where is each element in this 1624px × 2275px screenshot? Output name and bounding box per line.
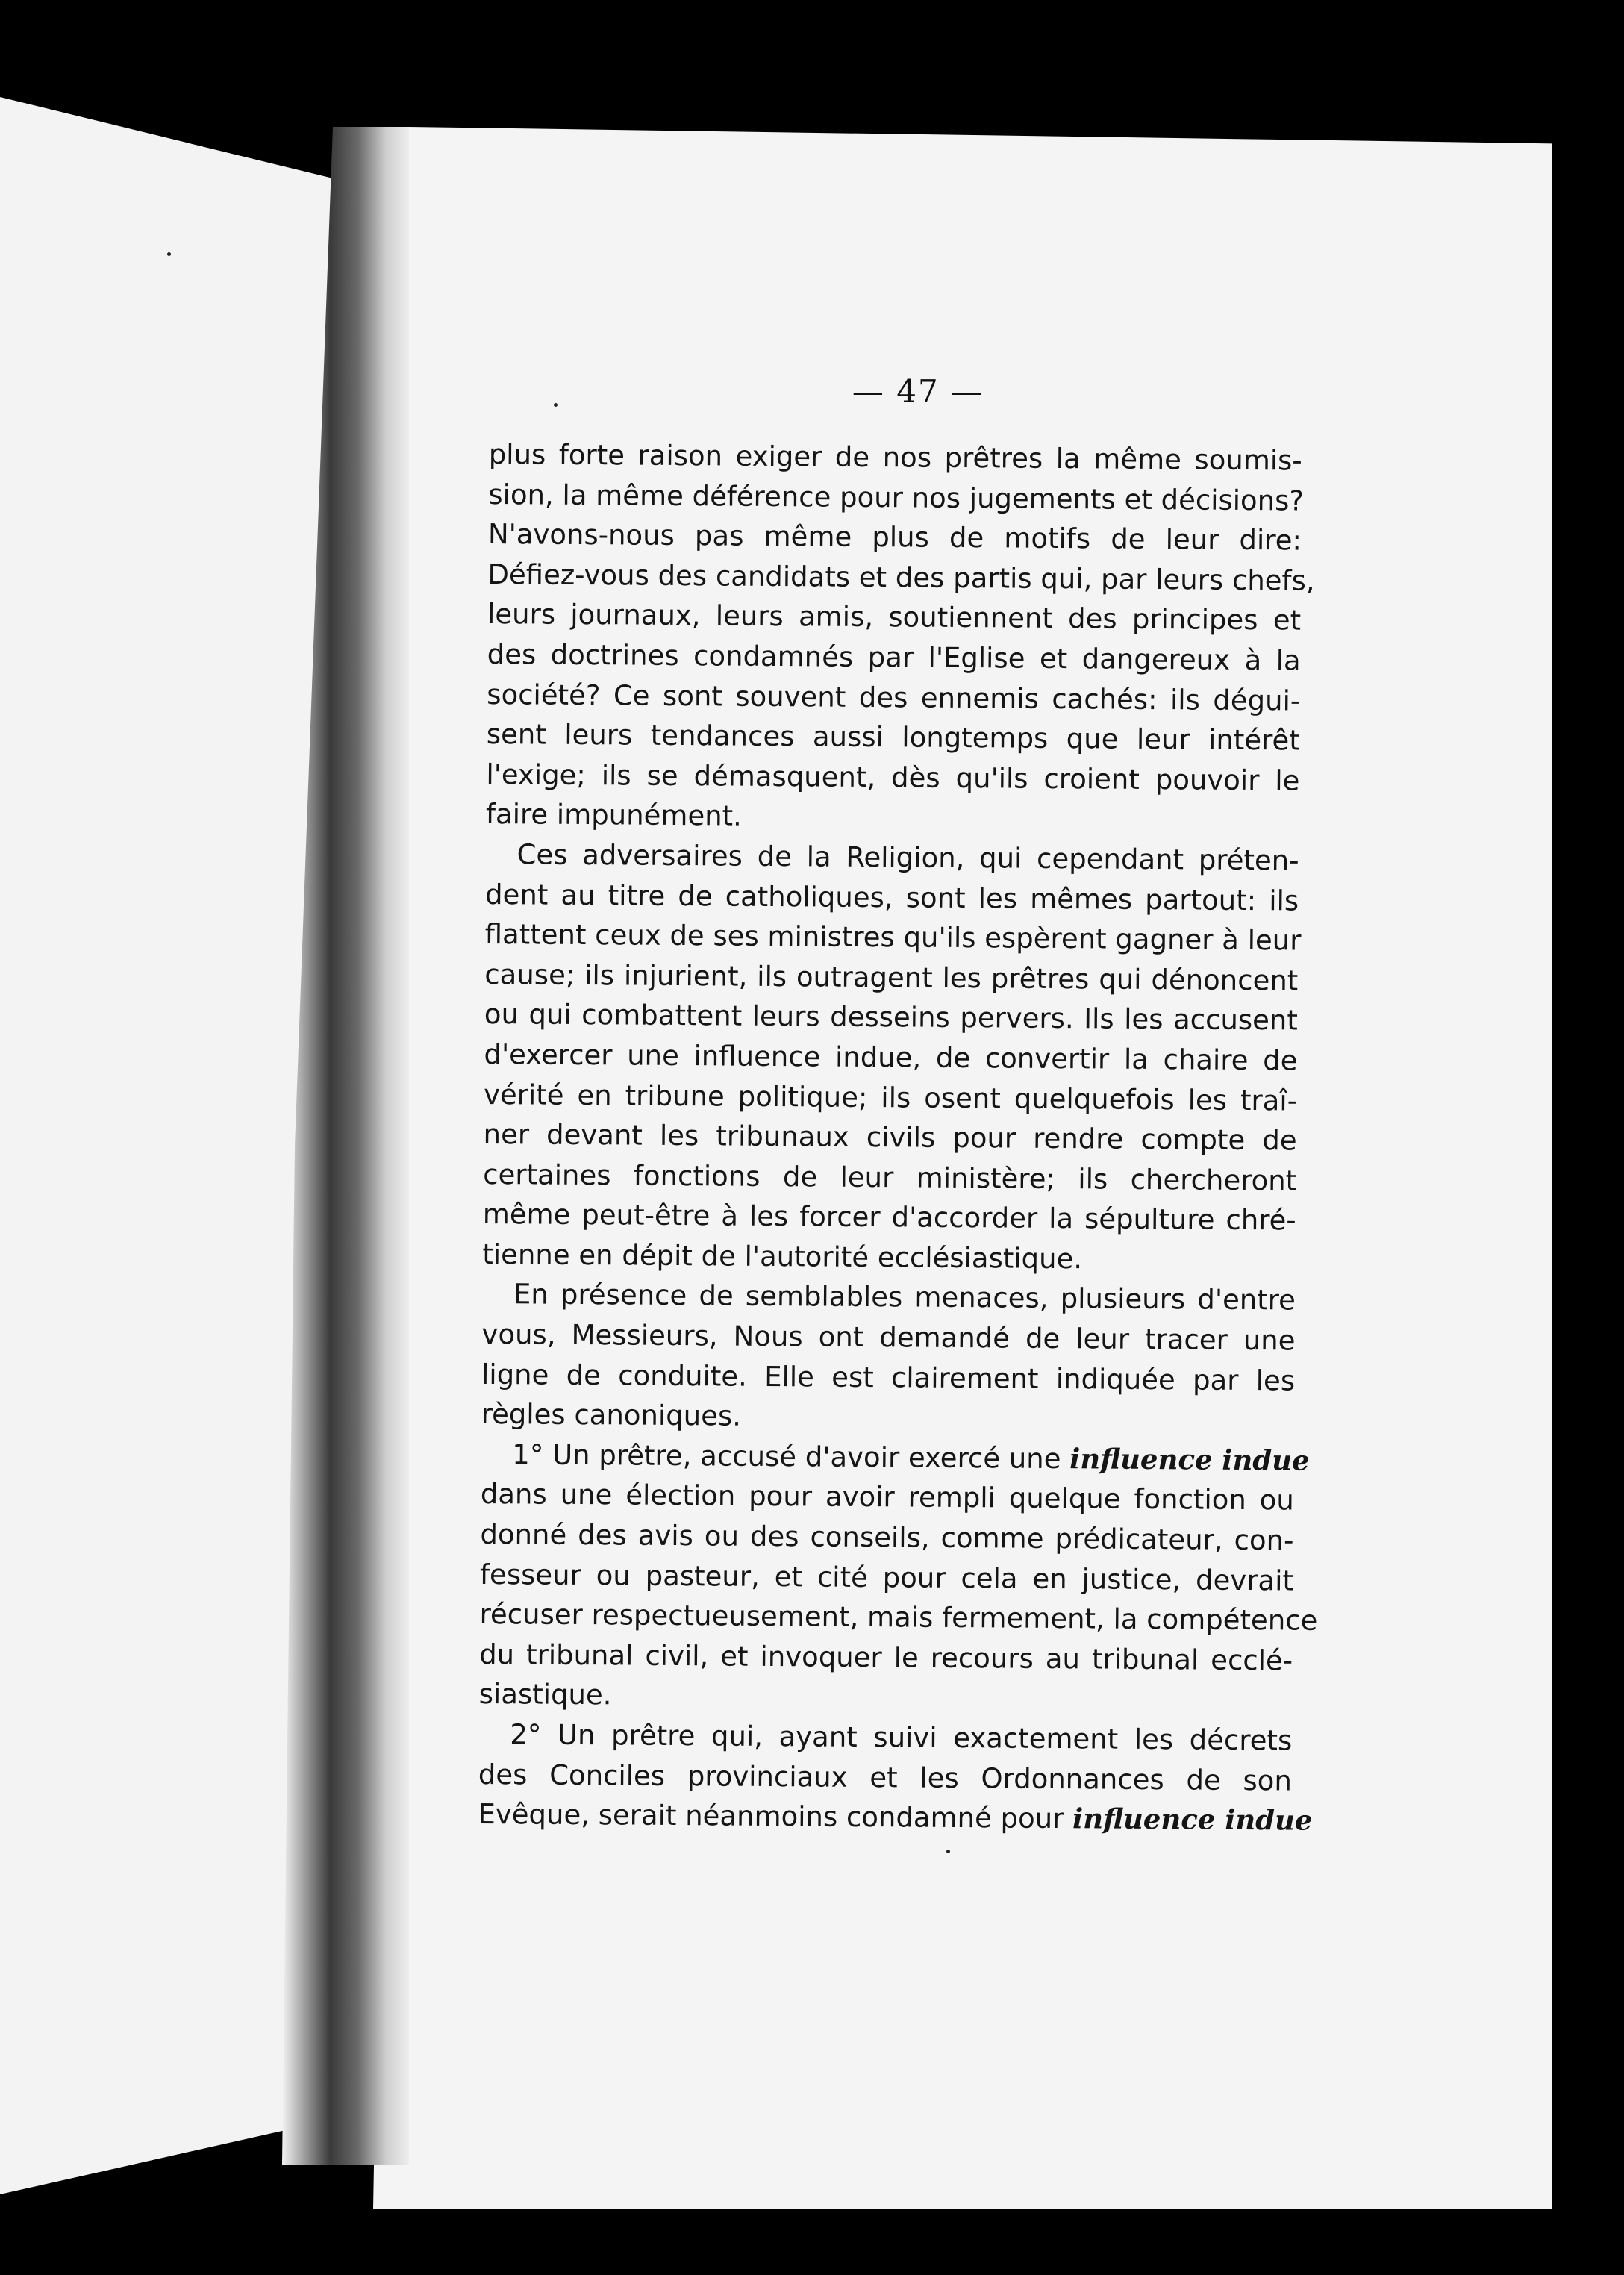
text-line: cause; ils injurient, ils outragent les prêtres qui dénoncent bbox=[484, 958, 1299, 997]
text-line: N'avons-nous pas même plus de motifs de leur dire: bbox=[487, 518, 1302, 557]
text-line: En présence de semblables menaces, plusieurs d'entre bbox=[513, 1278, 1296, 1317]
text-line: vérité en tribune politique; ils osent quelquefois les traî- bbox=[483, 1078, 1298, 1117]
text-line: sion, la même déférence pour nos jugements et décisions? bbox=[488, 478, 1305, 517]
text-line: l'exige; ils se démasquent, dès qu'ils croient pouvoir le bbox=[486, 758, 1300, 797]
text-line bbox=[481, 1435, 1310, 1481]
text-line: des doctrines condamnés par l'Eglise et dangereux à la bbox=[487, 637, 1301, 677]
text-line: des Conciles provinciaux et les Ordonnances de son bbox=[478, 1758, 1293, 1797]
text-line: donné des avis ou des conseils, comme prédicateur, con- bbox=[480, 1517, 1294, 1557]
text-line: vous, Messieurs, Nous ont demandé de leur tracer une bbox=[481, 1318, 1296, 1357]
page-number: — 47 — bbox=[852, 373, 984, 410]
text-line: fesseur ou pasteur, et cité pour cela en justice, devrait bbox=[479, 1558, 1294, 1597]
page-body-text bbox=[478, 434, 1318, 1841]
text-line: dent au titre de catholiques, sont les mêmes partout: ils bbox=[484, 878, 1299, 917]
ink-speck bbox=[946, 1850, 950, 1853]
text-line: ner devant les tribunaux civils pour rendre compte de bbox=[483, 1118, 1297, 1157]
text-line: tienne en dépit de l'autorité ecclésiastique. bbox=[482, 1238, 1083, 1276]
ink-speck bbox=[167, 252, 171, 256]
italic-term: influence indue bbox=[1069, 1441, 1310, 1477]
text-line: certaines fonctions de leur ministère; ils chercheront bbox=[483, 1158, 1297, 1197]
italic-term: influence indue bbox=[1072, 1802, 1313, 1837]
text-line: du tribunal civil, et invoquer le recours au tribunal ecclé- bbox=[478, 1638, 1293, 1677]
text-span: 1° Un prêtre, accusé d'avoir exercé une bbox=[512, 1438, 1070, 1475]
text-line: siastique. bbox=[478, 1678, 612, 1711]
text-line: plus forte raison exiger de nos prêtres la même soumis- bbox=[488, 437, 1302, 477]
text-line: d'exercer une influence indue, de convertir la chaire de bbox=[484, 1037, 1298, 1077]
text-line: 2° Un prêtre qui, ayant suivi exactement les décrets bbox=[510, 1718, 1293, 1757]
text-line: sent leurs tendances aussi longtemps que leur intérêt bbox=[486, 718, 1300, 757]
text-line: société? Ce sont souvent des ennemis cachés: ils dégui- bbox=[487, 678, 1301, 717]
text-line bbox=[478, 1794, 1313, 1841]
text-line: ligne de conduite. Elle est clairement indiquée par les bbox=[481, 1358, 1296, 1397]
text-line: récuser respectueusement, mais fermement, la compétence bbox=[479, 1598, 1318, 1637]
text-line: leurs journaux, leurs amis, soutiennent des principes et bbox=[487, 598, 1302, 637]
text-span: Evêque, serait néanmoins condamné pour bbox=[478, 1798, 1073, 1835]
text-line: Ces adversaires de la Religion, qui cependant préten- bbox=[516, 838, 1299, 877]
text-line: ou qui combattent leurs desseins pervers. Ils les accusent bbox=[484, 998, 1299, 1037]
text-line: dans une élection pour avoir rempli quelque fonction ou bbox=[480, 1478, 1294, 1517]
text-line: Défiez-vous des candidats et des partis qui, par leurs chefs, bbox=[487, 558, 1315, 597]
ink-speck bbox=[554, 403, 558, 407]
text-line: flattent ceux de ses ministres qu'ils espèrent gagner à leur bbox=[484, 918, 1302, 957]
text-line: même peut-être à les forcer d'accorder la sépulture chré- bbox=[482, 1198, 1296, 1237]
text-line: faire impunément. bbox=[485, 798, 743, 833]
text-line: règles canoniques. bbox=[481, 1398, 742, 1432]
